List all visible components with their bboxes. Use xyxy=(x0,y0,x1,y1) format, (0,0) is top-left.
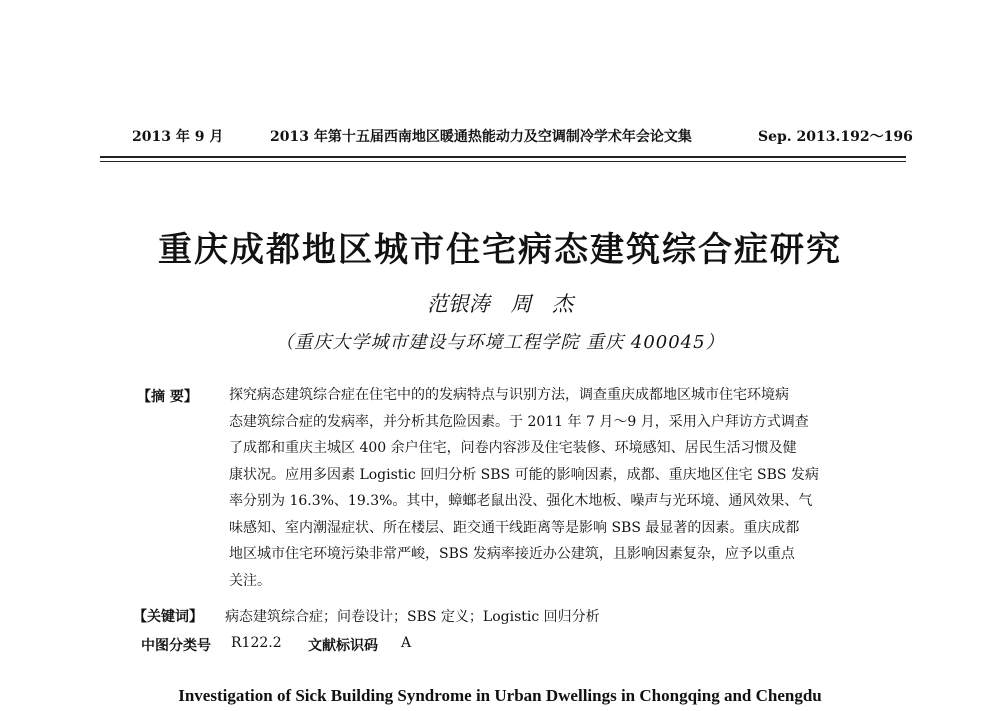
document-code-value: A xyxy=(401,635,412,651)
english-title: Investigation of Sick Building Syndrome in Urban Dwellings in Chongqing and Chengdu xyxy=(178,686,822,705)
keywords-label: 【关键词】 xyxy=(133,609,203,625)
abstract-line: 关注。 xyxy=(229,572,271,589)
abstract-line: 味感知、室内潮湿症状、所在楼层、距交通干线距离等是影响 SBS 最显著的因素。重庆成都 xyxy=(229,519,800,536)
header-rule-thick xyxy=(100,156,906,158)
header-proceedings: 2013 年第十五届西南地区暖通热能动力及空调制冷学术年会论文集 xyxy=(270,129,692,145)
abstract-label: 【摘 要】 xyxy=(137,389,198,405)
abstract-line: 率分别为 16.3%、19.3%。其中，蟑螂老鼠出没、强化木地板、噪声与光环境、通风效果、气 xyxy=(229,493,813,509)
header-date: 2013 年 9 月 xyxy=(132,129,224,145)
paper-title: 重庆成都地区城市住宅病态建筑综合症研究 xyxy=(158,230,842,270)
header-pages: Sep. 2013.192～196 xyxy=(758,129,913,145)
classification-value: R122.2 xyxy=(231,635,282,651)
authors: 范银涛 周 杰 xyxy=(426,292,574,316)
header-rule-thin xyxy=(100,161,906,162)
classification-label: 中图分类号 xyxy=(141,638,211,654)
affiliation: （重庆大学城市建设与环境工程学院 重庆 400045） xyxy=(275,332,725,353)
abstract-line: 态建筑综合症的发病率，并分析其危险因素。于 2011 年 7 月～9 月，采用入户拜访方式调查 xyxy=(229,413,809,430)
document-code-label: 文献标识码 xyxy=(308,638,378,654)
keywords-text: 病态建筑综合症；问卷设计；SBS 定义；Logistic 回归分析 xyxy=(225,609,600,625)
abstract-line: 康状况。应用多因素 Logistic 回归分析 SBS 可能的影响因素，成都、重庆地区住宅 SBS 发病 xyxy=(229,466,819,483)
abstract-line: 探究病态建筑综合症在住宅中的的发病特点与识别方法，调查重庆成都地区城市住宅环境病 xyxy=(229,387,789,403)
abstract-line: 地区城市住宅环境污染非常严峻，SBS 发病率接近办公建筑，且影响因素复杂，应予以重点 xyxy=(229,546,795,562)
abstract-line: 了成都和重庆主城区 400 余户住宅，问卷内容涉及住宅装修、环境感知、居民生活习惯及健 xyxy=(229,440,797,456)
abstract-body xyxy=(229,382,874,594)
